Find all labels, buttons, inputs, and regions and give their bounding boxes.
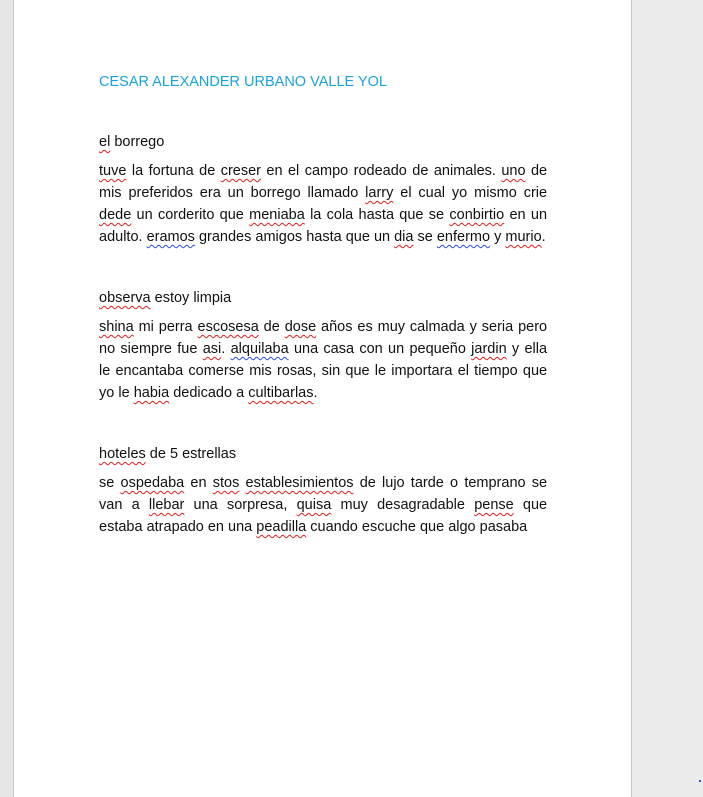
- flagged-word[interactable]: quisa: [296, 497, 332, 513]
- flagged-word[interactable]: asi: [202, 341, 222, 357]
- flagged-word[interactable]: observa: [99, 290, 151, 306]
- section-body: shina mi perra escosesa de dose años es muy calmada y seria pero no siempre fue asi. alquilaba una casa con un pequeño jardin y ella le encantaba comerse mis rosas, sin que le importara el tiempo que yo le habia dedicado a cultibarlas.: [99, 319, 548, 401]
- flagged-word[interactable]: establesimientos: [245, 475, 354, 491]
- flagged-word[interactable]: pense: [474, 497, 514, 513]
- flagged-word[interactable]: eramos: [146, 229, 195, 245]
- flagged-word[interactable]: murio: [505, 229, 542, 245]
- caret-marker: [699, 780, 701, 782]
- section-body: tuve la fortuna de creser en el campo rodeado de animales. uno de mis preferidos era un borrego llamado larry el cual yo mismo crie dede un corderito que meniaba la cola hasta que se conbirtio en un adulto. eramos grandes amigos hasta que un dia se enfermo y murio.: [99, 163, 548, 245]
- section-hoteles: [99, 444, 547, 538]
- flagged-word[interactable]: peadilla: [256, 519, 307, 535]
- flagged-word[interactable]: alquilaba: [230, 341, 289, 357]
- section-el-borrego: [99, 132, 547, 248]
- flagged-word[interactable]: uno: [501, 163, 526, 179]
- flagged-word[interactable]: el: [99, 134, 111, 150]
- scroll-area: [632, 0, 703, 797]
- flagged-word[interactable]: habia: [133, 385, 170, 401]
- flagged-word[interactable]: meniaba: [249, 207, 305, 223]
- flagged-word[interactable]: llebar: [148, 497, 185, 513]
- flagged-word[interactable]: enfermo: [436, 229, 491, 245]
- flagged-word[interactable]: shina: [99, 319, 134, 335]
- section-body: se ospedaba en stos establesimientos de lujo tarde o temprano se van a llebar una sorpresa, quisa muy desagradable pense que estaba atrapado en una peadilla cuando escuche que algo pasaba: [99, 475, 548, 535]
- flagged-word[interactable]: dede: [99, 207, 132, 223]
- document-content[interactable]: [99, 72, 547, 538]
- flagged-word[interactable]: tuve: [99, 163, 127, 179]
- flagged-word[interactable]: escosesa: [197, 319, 259, 335]
- document-page[interactable]: [13, 0, 632, 797]
- flagged-word[interactable]: jardin: [471, 341, 507, 357]
- flagged-word[interactable]: dia: [394, 229, 414, 245]
- flagged-word[interactable]: creser: [220, 163, 261, 179]
- flagged-word[interactable]: hoteles: [99, 446, 146, 462]
- flagged-word[interactable]: stos: [212, 475, 240, 491]
- flagged-word[interactable]: ospedaba: [120, 475, 185, 491]
- section-title: observa estoy limpia: [99, 290, 232, 306]
- flagged-word[interactable]: conbirtio: [449, 207, 505, 223]
- section-title: hoteles de 5 estrellas: [99, 446, 237, 462]
- author-name: CESAR ALEXANDER URBANO VALLE YOL: [99, 74, 387, 90]
- flagged-word[interactable]: cultibarlas: [248, 385, 314, 401]
- section-observa-estoy-limpia: [99, 288, 547, 404]
- section-title: el borrego: [99, 134, 165, 150]
- flagged-word[interactable]: dose: [284, 319, 317, 335]
- flagged-word[interactable]: larry: [365, 185, 394, 201]
